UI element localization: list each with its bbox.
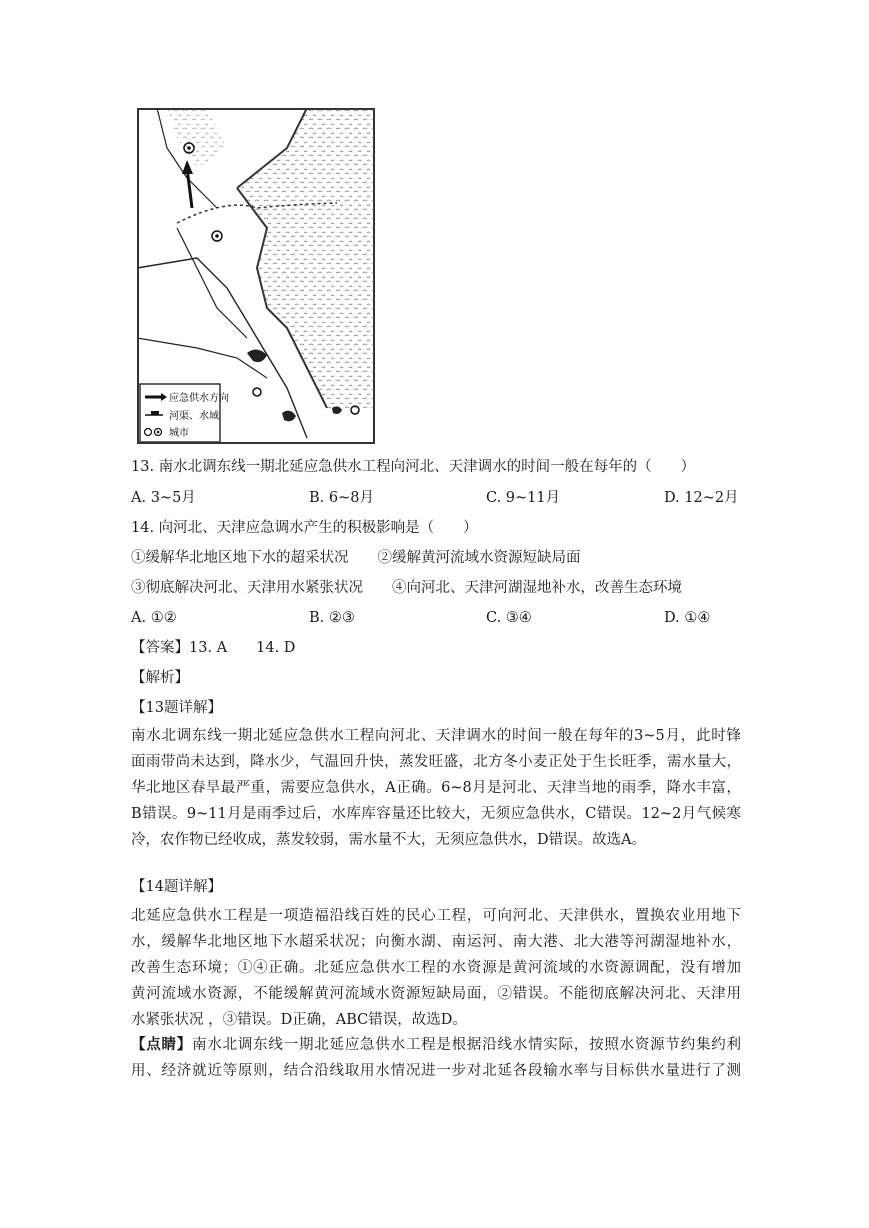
detail-14-line: 改善生态环境；①④正确。北延应急供水工程的水资源是黄河流域的水资源调配，没有增加 [131, 960, 741, 976]
detail-13-line: 冷，农作物已经收成，蒸发较弱，需水量不大，无须应急供水，D错误。故选A。 [131, 832, 647, 848]
option-b: B. 6~8月 [309, 490, 374, 506]
option-a: A. ①② [131, 610, 177, 626]
legend-rivers-water: 河渠、水域 [169, 411, 219, 422]
option-d: D. 12~2月 [664, 490, 739, 506]
legend-supply-direction: 应急供水方向 [169, 393, 229, 404]
question-14-statements-1: ①缓解华北地区地下水的超采状况 ②缓解黄河流域水资源短缺局面 [131, 550, 581, 566]
detail-13-line: B错误。9~11月是雨季过后，水库库容量还比较大，无须应急供水，C错误。12~2月气候寒 [131, 806, 741, 822]
option-b: B. ②③ [309, 610, 355, 626]
detail-13-line: 南水北调东线一期北延应急供水工程向河北、天津调水的时间一般在每年的3~5月，此时锋 [131, 728, 741, 744]
detail-14-line: 黄河流域水资源，不能缓解黄河流域水资源短缺局面，②错误。不能彻底解决河北、天津用 [131, 986, 741, 1002]
answer-line: 【答案】13. A 14. D [131, 640, 296, 656]
detail-13-line: 面雨带尚未达到，降水少，气温回升快，蒸发旺盛，北方冬小麦正处于生长旺季，需水量大， [131, 754, 741, 770]
tip-body [131, 1032, 741, 1084]
map-image [137, 108, 375, 444]
option-d: D. ①④ [664, 610, 711, 626]
question-14-stem: 14. 向河北、天津应急调水产生的积极影响是（ ） [131, 520, 478, 536]
detail-13-line: 华北地区春旱最严重，需要应急供水，A正确。6~8月是河北、天津当地的雨季，降水丰富， [131, 780, 741, 796]
detail-14-line: 水紧张状况 ，③错误。D正确，ABC错误，故选D。 [131, 1012, 467, 1028]
detail-13-body [131, 723, 741, 853]
tip-heading: 【点睛】 [131, 1036, 193, 1053]
detail-14-heading: 【14题详解】 [131, 879, 222, 895]
question-13-stem: 13. 南水北调东线一期北延应急供水工程向河北、天津调水的时间一般在每年的（ ） [131, 459, 696, 475]
question-14-options [131, 608, 751, 628]
question-14-statements-2: ③彻底解决河北、天津用水紧张状况 ④向河北、天津河湖湿地补水，改善生态环境 [131, 580, 682, 596]
option-c: C. 9~11月 [486, 490, 561, 506]
map-figure [137, 108, 375, 444]
detail-13-heading: 【13题详解】 [131, 700, 222, 716]
analysis-heading: 【解析】 [131, 670, 189, 686]
tip-line: 用、经济就近等原则，结合沿线取用水情况进一步对北延各段输水率与目标供水量进行了测 [131, 1063, 741, 1079]
option-c: C. ③④ [486, 610, 532, 626]
detail-14-line: 北延应急供水工程是一项造福沿线百姓的民心工程，可向河北、天津供水，置换农业用地下 [131, 908, 741, 924]
tip-line-text: 南水北调东线一期北延应急供水工程是根据沿线水情实际，按照水资源节约集约利 [192, 1037, 741, 1053]
legend-city: 城市 [169, 428, 189, 439]
detail-14-line: 水，缓解华北地区地下水超采状况；向衡水湖、南运河、南大港、北大港等河湖湿地补水， [131, 934, 741, 950]
question-13-options [131, 488, 751, 508]
tip-line [131, 1032, 741, 1058]
option-a: A. 3~5月 [131, 490, 196, 506]
detail-14-body [131, 903, 741, 1033]
